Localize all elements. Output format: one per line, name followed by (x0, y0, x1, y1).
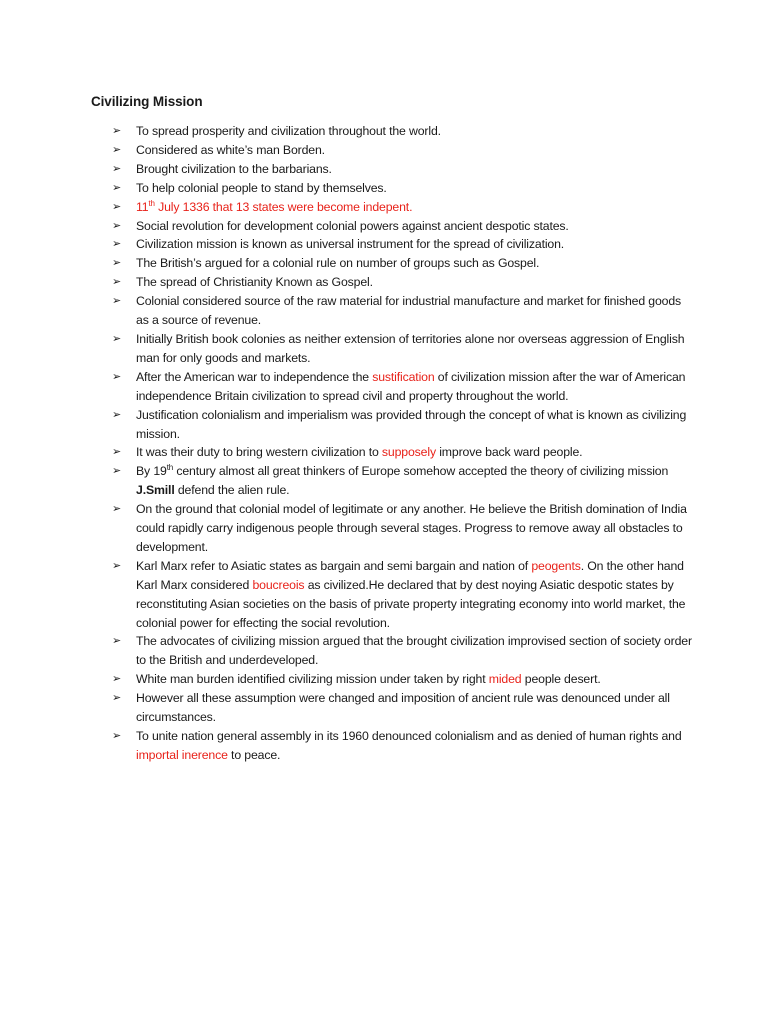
highlighted-text: 11 (136, 199, 149, 214)
bullet-item (112, 557, 692, 633)
bullet-item (112, 330, 692, 368)
bullet-item (112, 254, 692, 273)
bullet-item (112, 443, 692, 462)
bullet-text: Brought civilization to the barbarians. (136, 161, 332, 176)
arrow-bullet-icon: ➢ (112, 125, 122, 137)
arrow-bullet-icon: ➢ (112, 143, 122, 156)
bullet-text: Initially British book colonies as neither extension of territories alone nor overseas aggression of English man for only goods and markets. (136, 331, 685, 365)
arrow-bullet-icon: ➢ (112, 162, 122, 175)
highlighted-text: th (148, 198, 155, 208)
bullet-text: to peace. (227, 747, 281, 762)
arrow-bullet-icon: ➢ (112, 257, 122, 270)
bullet-text: Considered as white’s man Borden. (136, 142, 325, 157)
bullet-text: th (166, 463, 174, 473)
bullet-text: To help colonial people to stand by themselves. (136, 180, 387, 195)
bullet-text: White man burden identified civilizing mission under taken by right (136, 672, 489, 687)
bullet-text: To spread prosperity and civilization throughout the world. (136, 124, 441, 138)
bullet-text: The British’s argued for a colonial rule on number of groups such as Gospel. (136, 256, 540, 271)
bullet-item (112, 368, 692, 406)
arrow-bullet-icon: ➢ (112, 408, 122, 421)
bullet-text: as civilized.He declared that by dest noying Asiatic despotic states by reconstituting Asian societies on the basis of private property integrating economy into world market, the colonial power for effecting the social revolution. (136, 577, 686, 630)
bullet-item (112, 235, 692, 254)
arrow-bullet-icon: ➢ (112, 219, 122, 232)
bullet-item (112, 406, 692, 444)
bullet-item (112, 462, 692, 500)
bullet-text: of civilization mission after the war of American independence Britain civilization to spread civil and property throughout the world. (136, 369, 686, 403)
bullet-text: J.Smill (136, 483, 175, 498)
bullet-item (112, 160, 692, 179)
arrow-bullet-icon: ➢ (112, 276, 122, 289)
bullet-text: defend the alien rule. (174, 483, 290, 498)
arrow-bullet-icon: ➢ (112, 730, 122, 742)
bullet-text: Karl Marx refer to Asiatic states as bargain and semi bargain and nation of (136, 558, 532, 573)
bullet-text: After the American war to independence the (136, 369, 373, 384)
bullet-text: century almost all great thinkers of Europe somehow accepted the theory of civilizing mission (173, 464, 669, 479)
arrow-bullet-icon: ➢ (112, 181, 122, 194)
bullet-text: Justification colonialism and imperialism was provided through the concept of what is known as civilizing mission. (136, 407, 687, 441)
arrow-bullet-icon: ➢ (112, 635, 122, 648)
bullet-item (112, 727, 692, 765)
bullet-text: On the ground that colonial model of legitimate or any another. He believe the British domination of India could rapidly carry indigenous people through several stages. Progress to remove away all obstacles to development. (136, 502, 687, 554)
bullet-text: Colonial considered source of the raw material for industrial manufacture and market for finished goods as a source of revenue. (136, 294, 682, 328)
arrow-bullet-icon: ➢ (112, 332, 122, 345)
bullet-item (112, 670, 692, 689)
arrow-bullet-icon: ➢ (112, 238, 122, 251)
bullet-text: people desert. (521, 672, 601, 687)
bullet-item (112, 198, 692, 217)
highlighted-text: sustification (372, 369, 435, 384)
highlighted-text: mided (488, 672, 522, 687)
bullet-text: Civilization mission is known as universal instrument for the spread of civilization. (136, 237, 565, 252)
bullet-item (112, 179, 692, 198)
highlighted-text: importal inerence (136, 747, 228, 762)
arrow-bullet-icon: ➢ (112, 692, 122, 705)
bullet-text: It was their duty to bring western civilization to (136, 445, 382, 460)
bullet-text: Social revolution for development colonial powers against ancient despotic states. (136, 218, 569, 233)
bullet-item (112, 273, 692, 292)
bullet-item (112, 689, 692, 727)
bullet-list (112, 122, 692, 765)
bullet-text: However all these assumption were changed and imposition of ancient rule was denounced under all circumstances. (136, 691, 670, 725)
bullet-text: The advocates of civilizing mission argued that the brought civilization improvised section of society order to the British and underdeveloped. (136, 634, 692, 668)
bullet-item (112, 632, 692, 670)
highlighted-text: boucreois (252, 577, 305, 592)
highlighted-text: supposely (381, 445, 436, 460)
bullet-text: improve back ward people. (435, 445, 583, 460)
arrow-bullet-icon: ➢ (112, 503, 122, 516)
bullet-text: . On the other hand Karl Marx considered (136, 558, 684, 592)
bullet-item (112, 141, 692, 160)
bullet-item (112, 500, 692, 557)
document-title: Civilizing Mission (91, 94, 203, 109)
bullet-text: To unite nation general assembly in its 1960 denounced colonialism and as denied of human rights and (136, 729, 682, 743)
highlighted-text: July 1336 that 13 states were become indepent. (154, 199, 413, 214)
bullet-text: By 19 (136, 464, 167, 479)
arrow-bullet-icon: ➢ (112, 200, 122, 213)
bullet-item (112, 217, 692, 236)
arrow-bullet-icon: ➢ (112, 673, 122, 686)
bullet-text: The spread of Christianity Known as Gospel. (136, 275, 373, 290)
bullet-item (112, 122, 692, 141)
arrow-bullet-icon: ➢ (112, 559, 122, 572)
arrow-bullet-icon: ➢ (112, 370, 122, 383)
highlighted-text: peogents (531, 558, 581, 573)
arrow-bullet-icon: ➢ (112, 295, 122, 308)
arrow-bullet-icon: ➢ (112, 465, 122, 478)
arrow-bullet-icon: ➢ (112, 446, 122, 459)
bullet-item (112, 292, 692, 330)
